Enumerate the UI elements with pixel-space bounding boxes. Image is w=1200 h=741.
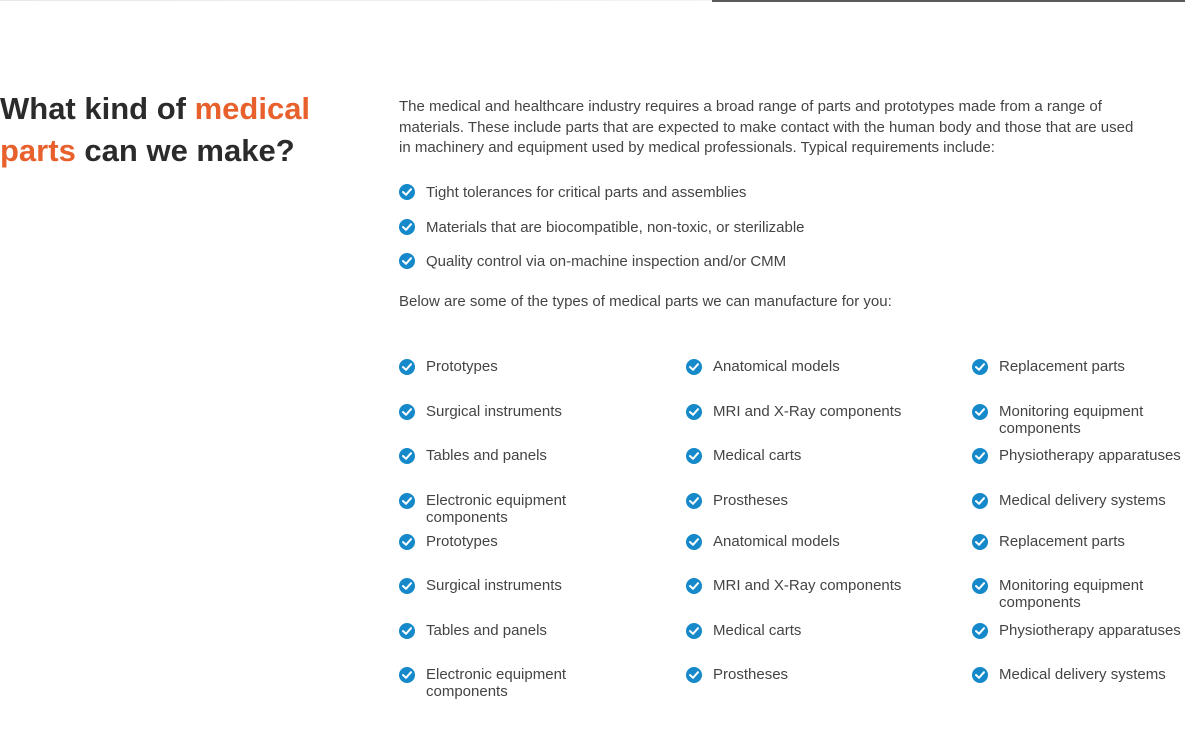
section-content [399,97,1144,310]
check-circle-icon [399,253,415,269]
part-item [972,359,1189,376]
check-circle-icon [972,493,988,509]
top-divider-left [0,0,712,1]
part-label: Anatomical models [713,533,840,550]
part-item [399,667,616,700]
check-circle-icon [399,184,415,200]
part-item [399,623,616,640]
check-circle-icon [972,578,988,594]
part-label: MRI and X-Ray components [713,403,902,420]
title-part1: What kind of [0,91,195,126]
check-circle-icon [399,219,415,235]
parts-grid [399,358,1199,698]
check-circle-icon [972,359,988,375]
part-item [686,623,903,640]
part-item [972,404,1189,437]
check-circle-icon [399,578,415,594]
check-circle-icon [399,359,415,375]
part-label: Surgical instruments [426,577,562,594]
check-circle-icon [686,359,702,375]
part-label: Electronic equipment components [426,492,567,526]
part-label: Monitoring equipment components [999,403,1144,437]
part-label: Surgical instruments [426,403,562,420]
check-circle-icon [686,578,702,594]
section-title [0,88,340,172]
part-item [972,493,1189,510]
part-item [972,448,1189,465]
requirement-text: Materials that are biocompatible, non-toxic, or sterilizable [426,218,805,236]
check-circle-icon [972,534,988,550]
part-label: Electronic equipment components [426,666,567,700]
requirement-text: Tight tolerances for critical parts and assemblies [426,184,747,201]
part-item [399,448,616,465]
part-label: Monitoring equipment components [999,577,1144,611]
intro-paragraph: The medical and healthcare industry requires a broad range of parts and prototypes made from a range of materials. These include parts that are expected to make contact with the human body and those that are used in machinery and equipment used by medical professionals. Typical requirements include: [399,98,1134,156]
check-circle-icon [399,493,415,509]
title-accent-2: parts [0,133,76,168]
parts-intro: Below are some of the types of medical parts we can manufacture for you: [399,293,892,310]
part-label: Replacement parts [999,533,1125,550]
top-divider-right [712,0,1185,2]
part-label: Tables and panels [426,447,547,464]
requirement-item [399,218,805,253]
check-circle-icon [399,404,415,420]
check-circle-icon [972,404,988,420]
part-item [399,493,616,526]
part-label: Prostheses [713,666,789,683]
check-circle-icon [686,404,702,420]
part-item [686,534,903,551]
check-circle-icon [972,667,988,683]
title-accent-1: medical [194,91,311,126]
requirement-text: Quality control via on-machine inspection and/or CMM [426,253,787,270]
check-circle-icon [972,448,988,464]
part-item [686,404,903,421]
part-label: MRI and X-Ray components [713,577,902,594]
check-circle-icon [686,448,702,464]
part-label: Physiotherapy apparatuses [999,447,1181,464]
requirements-list [399,183,805,287]
part-item [686,448,903,465]
part-label: Prototypes [426,358,498,375]
part-label: Physiotherapy apparatuses [999,622,1181,639]
part-item [972,623,1189,640]
part-label: Medical delivery systems [999,666,1166,683]
part-item [399,404,616,421]
check-circle-icon [972,623,988,639]
part-label: Replacement parts [999,358,1125,375]
part-label: Tables and panels [426,622,547,639]
title-part2: can we make? [75,133,295,168]
part-label: Prototypes [426,533,498,550]
check-circle-icon [686,534,702,550]
part-label: Prostheses [713,492,789,509]
check-circle-icon [399,623,415,639]
part-label: Medical delivery systems [999,492,1166,509]
part-item [399,534,616,551]
part-item [972,667,1189,684]
part-item [686,667,903,684]
check-circle-icon [399,534,415,550]
requirement-item [399,183,805,218]
part-item [399,578,616,595]
check-circle-icon [399,448,415,464]
part-item [972,534,1189,551]
part-label: Medical carts [713,622,802,639]
part-item [686,493,903,510]
part-label: Anatomical models [713,358,840,375]
part-item [686,359,903,376]
requirement-item [399,252,805,287]
check-circle-icon [686,667,702,683]
part-item [972,578,1189,611]
check-circle-icon [686,493,702,509]
part-item [686,578,903,595]
part-label: Medical carts [713,447,802,464]
check-circle-icon [399,667,415,683]
part-item [399,359,616,376]
check-circle-icon [686,623,702,639]
